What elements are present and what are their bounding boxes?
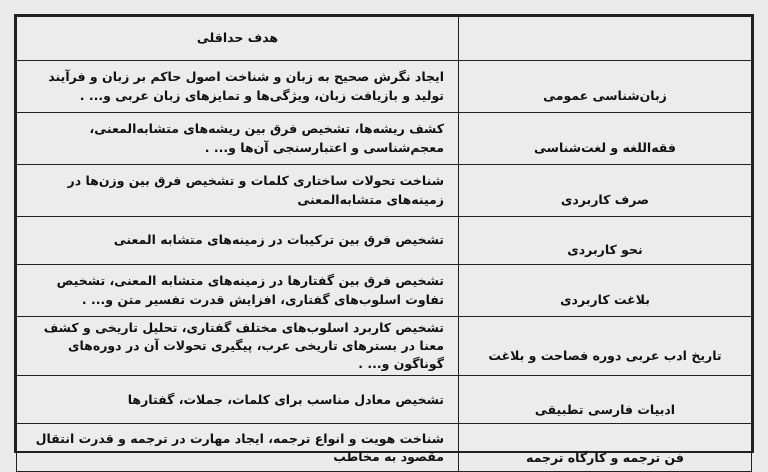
goal-cell: شناخت هویت و انواع ترجمه، ایجاد مهارت در ترجمه و قدرت انتقال مقصود به مخاطب <box>17 424 459 472</box>
table-row <box>17 165 752 217</box>
course-cell: فقه‌اللغه و لغت‌شناسی <box>459 113 752 165</box>
goal-cell: تشخیص کاربرد اسلوب‌های مختلف گفتاری، تحلیل تاریخی و کشف معنا در بسترهای تاریخی عرب، پیگیری تحولات آن در دوره‌های گوناگون و... . <box>17 317 459 376</box>
table-row <box>17 317 752 376</box>
course-cell: نحو کاربردی <box>459 217 752 265</box>
goal-cell: تشخیص فرق بین ترکیبات در زمینه‌های متشابه المعنی <box>17 217 459 265</box>
table-row <box>17 424 752 472</box>
goal-cell: ایجاد نگرش صحیح به زبان و شناخت اصول حاکم بر زبان و فرآیند تولید و بازیافت زبان، ویژگی‌ها و تمایزهای زبان عربی و... . <box>17 61 459 113</box>
table-row <box>17 265 752 317</box>
table-row <box>17 113 752 165</box>
course-cell: فن ترجمه و کارگاه ترجمه <box>459 424 752 472</box>
goal-cell: کشف ریشه‌ها، تشخیص فرق بین ریشه‌های متشابه‌المعنی، معجم‌شناسی و اعتبارسنجی آن‌ها و... . <box>17 113 459 165</box>
course-cell: تاریخ ادب عربی دوره فصاحت و بلاغت <box>459 317 752 376</box>
course-cell: ادبیات فارسی تطبیقی <box>459 376 752 424</box>
header-goal-cell: هدف حداقلی <box>17 17 459 61</box>
objectives-table <box>14 14 754 465</box>
goal-cell: تشخیص معادل مناسب برای کلمات، جملات، گفتارها <box>17 376 459 424</box>
goal-cell: شناخت تحولات ساختاری کلمات و تشخیص فرق بین وزن‌ها در زمینه‌های متشابه‌المعنی <box>17 165 459 217</box>
goal-cell: تشخیص فرق بین گفتارها در زمینه‌های متشابه المعنی، تشخیص تفاوت اسلوب‌های گفتاری، افزایش قدرت تفسیر متن و... . <box>17 265 459 317</box>
objectives-table-grid <box>16 16 752 472</box>
course-cell: بلاغت کاربردی <box>459 265 752 317</box>
table-row <box>17 61 752 113</box>
table-header-row <box>17 17 752 61</box>
table-row <box>17 376 752 424</box>
course-cell: صرف کاربردی <box>459 165 752 217</box>
course-cell: زبان‌شناسی عمومی <box>459 61 752 113</box>
table-row <box>17 217 752 265</box>
header-course-cell <box>459 17 752 61</box>
